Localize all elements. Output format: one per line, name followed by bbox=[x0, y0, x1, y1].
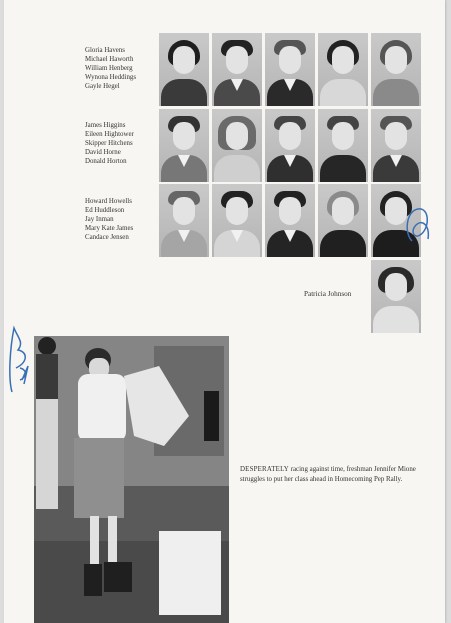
yearbook-page bbox=[4, 0, 445, 623]
portrait-photo bbox=[159, 33, 209, 106]
candid-photo-illustration bbox=[34, 336, 229, 623]
handwritten-signature bbox=[400, 201, 436, 251]
name: David Horne bbox=[85, 149, 121, 156]
portrait-photo bbox=[371, 109, 421, 182]
name: James Higgins bbox=[85, 122, 126, 129]
name: Skipper Hitchens bbox=[85, 140, 133, 147]
name: Donald Horton bbox=[85, 158, 127, 165]
portrait-photo bbox=[159, 184, 209, 257]
portrait-photo bbox=[265, 109, 315, 182]
portrait-name: Patricia Johnson bbox=[304, 290, 352, 298]
caption-text: racing against time, freshman Jennifer Mione struggles to put her class ahead in Homecoming Pep Rally. bbox=[240, 466, 416, 483]
name: Gloria Havens bbox=[85, 47, 125, 54]
name: Mary Kate James bbox=[85, 225, 134, 232]
portrait-photo bbox=[265, 184, 315, 257]
portrait-photo bbox=[212, 184, 262, 257]
portrait-photo bbox=[212, 109, 262, 182]
portrait-photo bbox=[159, 109, 209, 182]
portrait-photo bbox=[318, 109, 368, 182]
handwritten-signature bbox=[4, 318, 34, 398]
portrait-photo bbox=[371, 33, 421, 106]
name: Eileen Hightower bbox=[85, 131, 134, 138]
name: Jay Inman bbox=[85, 216, 114, 223]
name: Howard Howells bbox=[85, 198, 132, 205]
candid-photo bbox=[34, 336, 229, 623]
caption-lead: DESPERATELY bbox=[240, 466, 289, 473]
portrait-photo bbox=[265, 33, 315, 106]
portrait-photo bbox=[212, 33, 262, 106]
portrait-photo bbox=[318, 184, 368, 257]
name: Wynona Heddings bbox=[85, 74, 137, 81]
name: Michael Haworth bbox=[85, 56, 134, 63]
name-list-3 bbox=[85, 197, 155, 242]
name: Ed Huddleson bbox=[85, 207, 125, 214]
photo-caption bbox=[240, 465, 430, 485]
name: Candace Jensen bbox=[85, 234, 129, 241]
name-list-2 bbox=[85, 121, 155, 166]
name: Gayle Hegel bbox=[85, 83, 120, 90]
portrait-photo bbox=[318, 33, 368, 106]
name-list-1 bbox=[85, 46, 155, 91]
portrait-photo bbox=[371, 260, 421, 333]
name: William Henberg bbox=[85, 65, 133, 72]
